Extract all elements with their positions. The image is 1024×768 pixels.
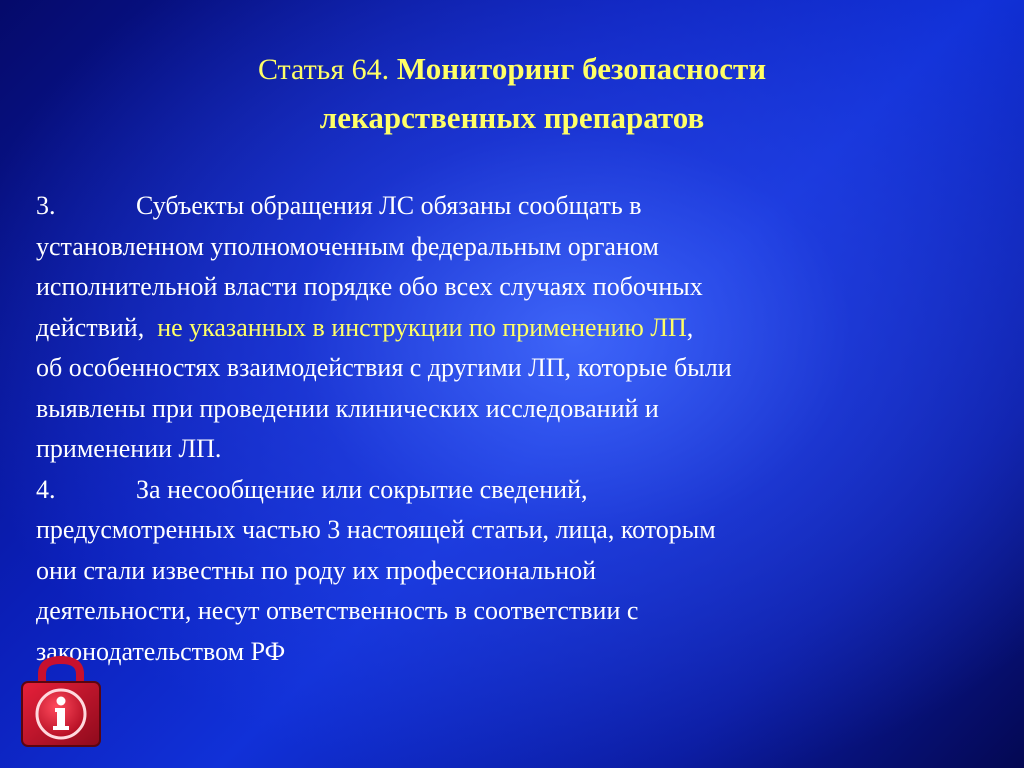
p4-line-2: предусмотренных частью 3 настоящей статьи, лица, которым	[36, 515, 716, 544]
p3-line-2: установленном уполномоченным федеральным органом	[36, 231, 659, 261]
p3-line-5: об особенностях взаимодействия с другими ЛП, которые были	[36, 353, 732, 382]
p3-line-7: применении ЛП.	[36, 434, 222, 463]
paragraph-3	[36, 186, 996, 470]
p3-line-4	[36, 308, 996, 349]
title-line-1	[0, 50, 1024, 89]
p3-line-3: исполнительной власти порядке обо всех случаях побочных	[36, 272, 703, 301]
p4-line-4: деятельности, несут ответственность в соответствии с	[36, 596, 639, 625]
p3-text-1: Субъекты обращения ЛС обязаны сообщать в	[136, 191, 642, 220]
slide-title	[0, 50, 1024, 137]
p4-number: 4.	[36, 474, 56, 504]
p3-number: 3.	[36, 191, 56, 220]
title-heading-part1: Мониторинг безопасности	[389, 51, 767, 86]
p4-text-1: За несообщение или сокрытие сведений,	[136, 474, 588, 504]
p4-line-1	[36, 470, 996, 511]
title-article-number: Статья 64.	[257, 53, 390, 86]
p3-line-6: выявлены при проведении клинических исследований и	[36, 393, 659, 423]
info-lock-icon[interactable]	[18, 656, 104, 750]
p3-highlight: не указанных в инструкции по применению ЛП	[157, 312, 687, 342]
p3-text-4-end: ,	[686, 312, 694, 342]
p4-line-3: они стали известны по роду их профессиональной	[36, 555, 597, 585]
p3-text-4-start: действий,	[36, 312, 158, 342]
slide-body	[36, 186, 996, 672]
p4-line-5: законодательством РФ	[36, 636, 286, 666]
p3-line-1	[36, 186, 996, 227]
title-heading-part2: лекарственных препаратов	[319, 100, 705, 135]
paragraph-4	[36, 470, 996, 673]
